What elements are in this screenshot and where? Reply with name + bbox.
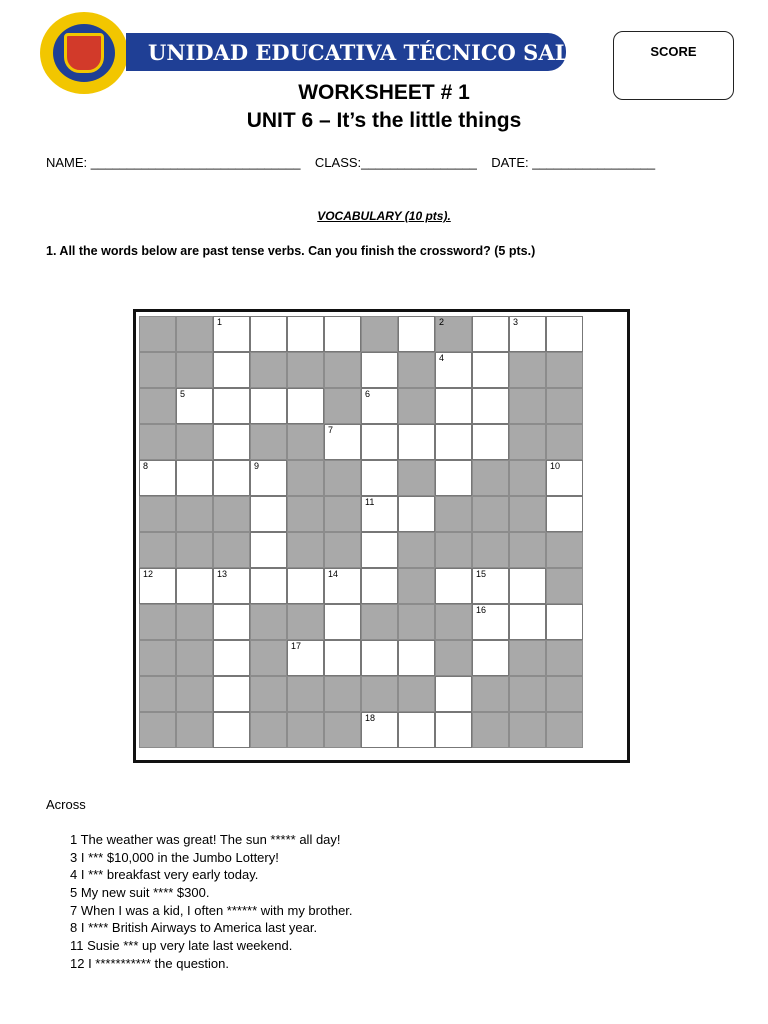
crossword-block [176,604,213,640]
crossword-cell[interactable] [546,496,583,532]
crossword-cell[interactable] [324,640,361,676]
crossword-cell[interactable] [287,568,324,604]
crossword-cell[interactable] [398,712,435,748]
crossword-block [139,532,176,568]
crossword-cell[interactable] [250,388,287,424]
crossword-grid [133,309,630,763]
crossword-block [472,460,509,496]
crossword-block [213,496,250,532]
crossword-block [546,640,583,676]
crossword-block [176,316,213,352]
crossword-cell[interactable] [139,460,176,496]
crossword-block [139,676,176,712]
crossword-block [287,460,324,496]
crossword-cell[interactable] [361,568,398,604]
clue-number: 9 [254,461,260,471]
clue-number: 8 [143,461,149,471]
crossword-block [398,352,435,388]
crossword-block [139,424,176,460]
across-clue: 3 I *** $10,000 in the Jumbo Lottery! [70,849,279,865]
clue-number: 3 [513,317,519,327]
crossword-block [250,640,287,676]
unit-title: UNIT 6 – It’s the little things [246,109,522,132]
clue-number: 1 [217,317,223,327]
crossword-block [324,712,361,748]
crossword-block [509,676,546,712]
crossword-cell[interactable] [361,532,398,568]
clue-number: 17 [291,641,302,651]
crossword-block [435,316,472,352]
crossword-block [361,676,398,712]
crossword-cell[interactable] [435,424,472,460]
crossword-block [287,496,324,532]
crossword-cell[interactable] [472,640,509,676]
crossword-cell[interactable] [213,460,250,496]
crossword-cell[interactable] [324,316,361,352]
crossword-block [250,424,287,460]
crossword-block [250,676,287,712]
crossword-block [509,460,546,496]
clue-number: 10 [550,461,561,471]
crossword-instruction: 1. All the words below are past tense verbs. Can you finish the crossword? (5 pts.) [46,244,536,258]
vocabulary-heading: VOCABULARY (10 pts). [317,209,451,223]
crossword-block [472,676,509,712]
crossword-block [139,316,176,352]
crossword-block [324,388,361,424]
crossword-cell[interactable] [435,352,472,388]
clue-number: 14 [328,569,339,579]
crossword-cell[interactable] [361,424,398,460]
crossword-block [176,712,213,748]
score-label: SCORE [650,44,697,59]
crossword-block [287,352,324,388]
crossword-cell[interactable] [472,316,509,352]
clue-number: 15 [476,569,487,579]
crossword-block [176,676,213,712]
crossword-cell[interactable] [213,604,250,640]
crossword-cell[interactable] [472,604,509,640]
crossword-cell[interactable] [472,424,509,460]
crossword-cell[interactable] [472,352,509,388]
date-field[interactable]: DATE: _________________ [491,155,656,170]
crossword-block [287,676,324,712]
crossword-cell[interactable] [213,316,250,352]
across-clue: 12 I *********** the question. [70,955,230,971]
class-field[interactable]: CLASS:________________ [314,155,477,170]
across-clue: 5 My new suit **** $300. [70,885,210,901]
crossword-block [398,388,435,424]
crossword-cell[interactable] [250,532,287,568]
crossword-block [324,532,361,568]
crossword-cell[interactable] [324,568,361,604]
crossword-cell[interactable] [324,424,361,460]
crossword-cell[interactable] [213,712,250,748]
clue-number: 13 [217,569,228,579]
worksheet-title: WORKSHEET # 1 [298,81,470,104]
clue-number: 16 [476,605,487,615]
crossword-block [546,568,583,604]
crossword-cell[interactable] [361,640,398,676]
crossword-cell[interactable] [509,316,546,352]
crossword-cell[interactable] [250,460,287,496]
crossword-block [139,604,176,640]
crossword-cell[interactable] [361,352,398,388]
logo-shield-icon [64,33,104,73]
crossword-cell[interactable] [250,568,287,604]
crossword-block [509,388,546,424]
crossword-cell[interactable] [213,640,250,676]
clue-number: 4 [439,353,445,363]
student-fields [46,155,655,170]
crossword-block [509,496,546,532]
crossword-block [324,460,361,496]
crossword-block [546,712,583,748]
crossword-cell[interactable] [139,568,176,604]
crossword-block [509,532,546,568]
crossword-cell[interactable] [435,712,472,748]
crossword-cell[interactable] [546,604,583,640]
crossword-block [546,676,583,712]
crossword-cell[interactable] [287,640,324,676]
crossword-block [509,640,546,676]
clue-number: 18 [365,713,376,723]
crossword-cell[interactable] [398,424,435,460]
crossword-block [287,712,324,748]
clue-number: 6 [365,389,371,399]
clue-number: 7 [328,425,334,435]
crossword-cell[interactable] [398,496,435,532]
crossword-block [546,424,583,460]
crossword-block [509,712,546,748]
crossword-block [176,424,213,460]
crossword-cell[interactable] [213,568,250,604]
crossword-cell[interactable] [213,352,250,388]
crossword-cell[interactable] [213,676,250,712]
crossword-cell[interactable] [176,388,213,424]
across-clue: 8 I **** British Airways to America last year. [70,920,318,936]
crossword-block [472,532,509,568]
clue-number: 2 [439,317,445,327]
crossword-block [435,640,472,676]
crossword-block [509,352,546,388]
crossword-block [139,496,176,532]
crossword-cell[interactable] [361,496,398,532]
clue-number: 11 [365,497,375,507]
crossword-cell[interactable] [250,316,287,352]
crossword-block [398,460,435,496]
crossword-block [546,352,583,388]
crossword-block [398,604,435,640]
crossword-block [250,604,287,640]
crossword-block [176,352,213,388]
crossword-cell[interactable] [361,460,398,496]
crossword-cell[interactable] [509,604,546,640]
across-clue: 4 I *** breakfast very early today. [70,867,259,883]
crossword-cell[interactable] [287,316,324,352]
crossword-cell[interactable] [435,676,472,712]
crossword-cell[interactable] [176,568,213,604]
crossword-block [139,712,176,748]
crossword-cell[interactable] [472,388,509,424]
crossword-block [398,568,435,604]
across-clue: 7 When I was a kid, I often ****** with my brother. [70,902,353,918]
crossword-block [287,424,324,460]
crossword-block [250,352,287,388]
crossword-block [361,604,398,640]
crossword-block [472,712,509,748]
crossword-block [435,532,472,568]
crossword-block [287,532,324,568]
crossword-block [176,640,213,676]
crossword-cell[interactable] [435,568,472,604]
clue-number: 12 [143,569,154,579]
crossword-block [139,640,176,676]
crossword-cell[interactable] [213,388,250,424]
crossword-block [546,388,583,424]
crossword-block [435,604,472,640]
crossword-cell[interactable] [287,388,324,424]
crossword-block [398,532,435,568]
crossword-block [139,352,176,388]
crossword-cell[interactable] [435,388,472,424]
name-field[interactable]: NAME: _____________________________ [46,155,301,170]
crossword-cell[interactable] [213,424,250,460]
crossword-block [398,676,435,712]
crossword-cell[interactable] [324,604,361,640]
crossword-block [176,532,213,568]
crossword-block [139,388,176,424]
crossword-block [324,676,361,712]
crossword-block [435,496,472,532]
crossword-block [213,532,250,568]
crossword-cell[interactable] [509,568,546,604]
across-clue: 1 The weather was great! The sun ***** all day! [70,832,341,847]
crossword-cell[interactable] [546,460,583,496]
across-clue-list [70,832,353,974]
crossword-cell[interactable] [398,640,435,676]
school-name-banner: UNIDAD EDUCATIVA TÉCNICO SALESIANO [126,33,566,71]
logo-seal-inner [53,24,115,82]
clue-number: 5 [180,389,186,399]
across-clue: 11 Susie *** up very late last weekend. [70,938,293,954]
crossword-block [546,532,583,568]
crossword-cell[interactable] [435,460,472,496]
crossword-block [250,712,287,748]
crossword-block [472,496,509,532]
crossword-block [176,496,213,532]
crossword-block [324,496,361,532]
crossword-block [509,424,546,460]
crossword-cell[interactable] [250,496,287,532]
crossword-cell[interactable] [361,388,398,424]
crossword-cell[interactable] [361,712,398,748]
crossword-cell[interactable] [546,316,583,352]
crossword-cell[interactable] [176,460,213,496]
across-heading: Across [46,797,86,812]
crossword-cell[interactable] [472,568,509,604]
crossword-cell[interactable] [398,316,435,352]
crossword-block [361,316,398,352]
crossword-block [287,604,324,640]
crossword-block [324,352,361,388]
